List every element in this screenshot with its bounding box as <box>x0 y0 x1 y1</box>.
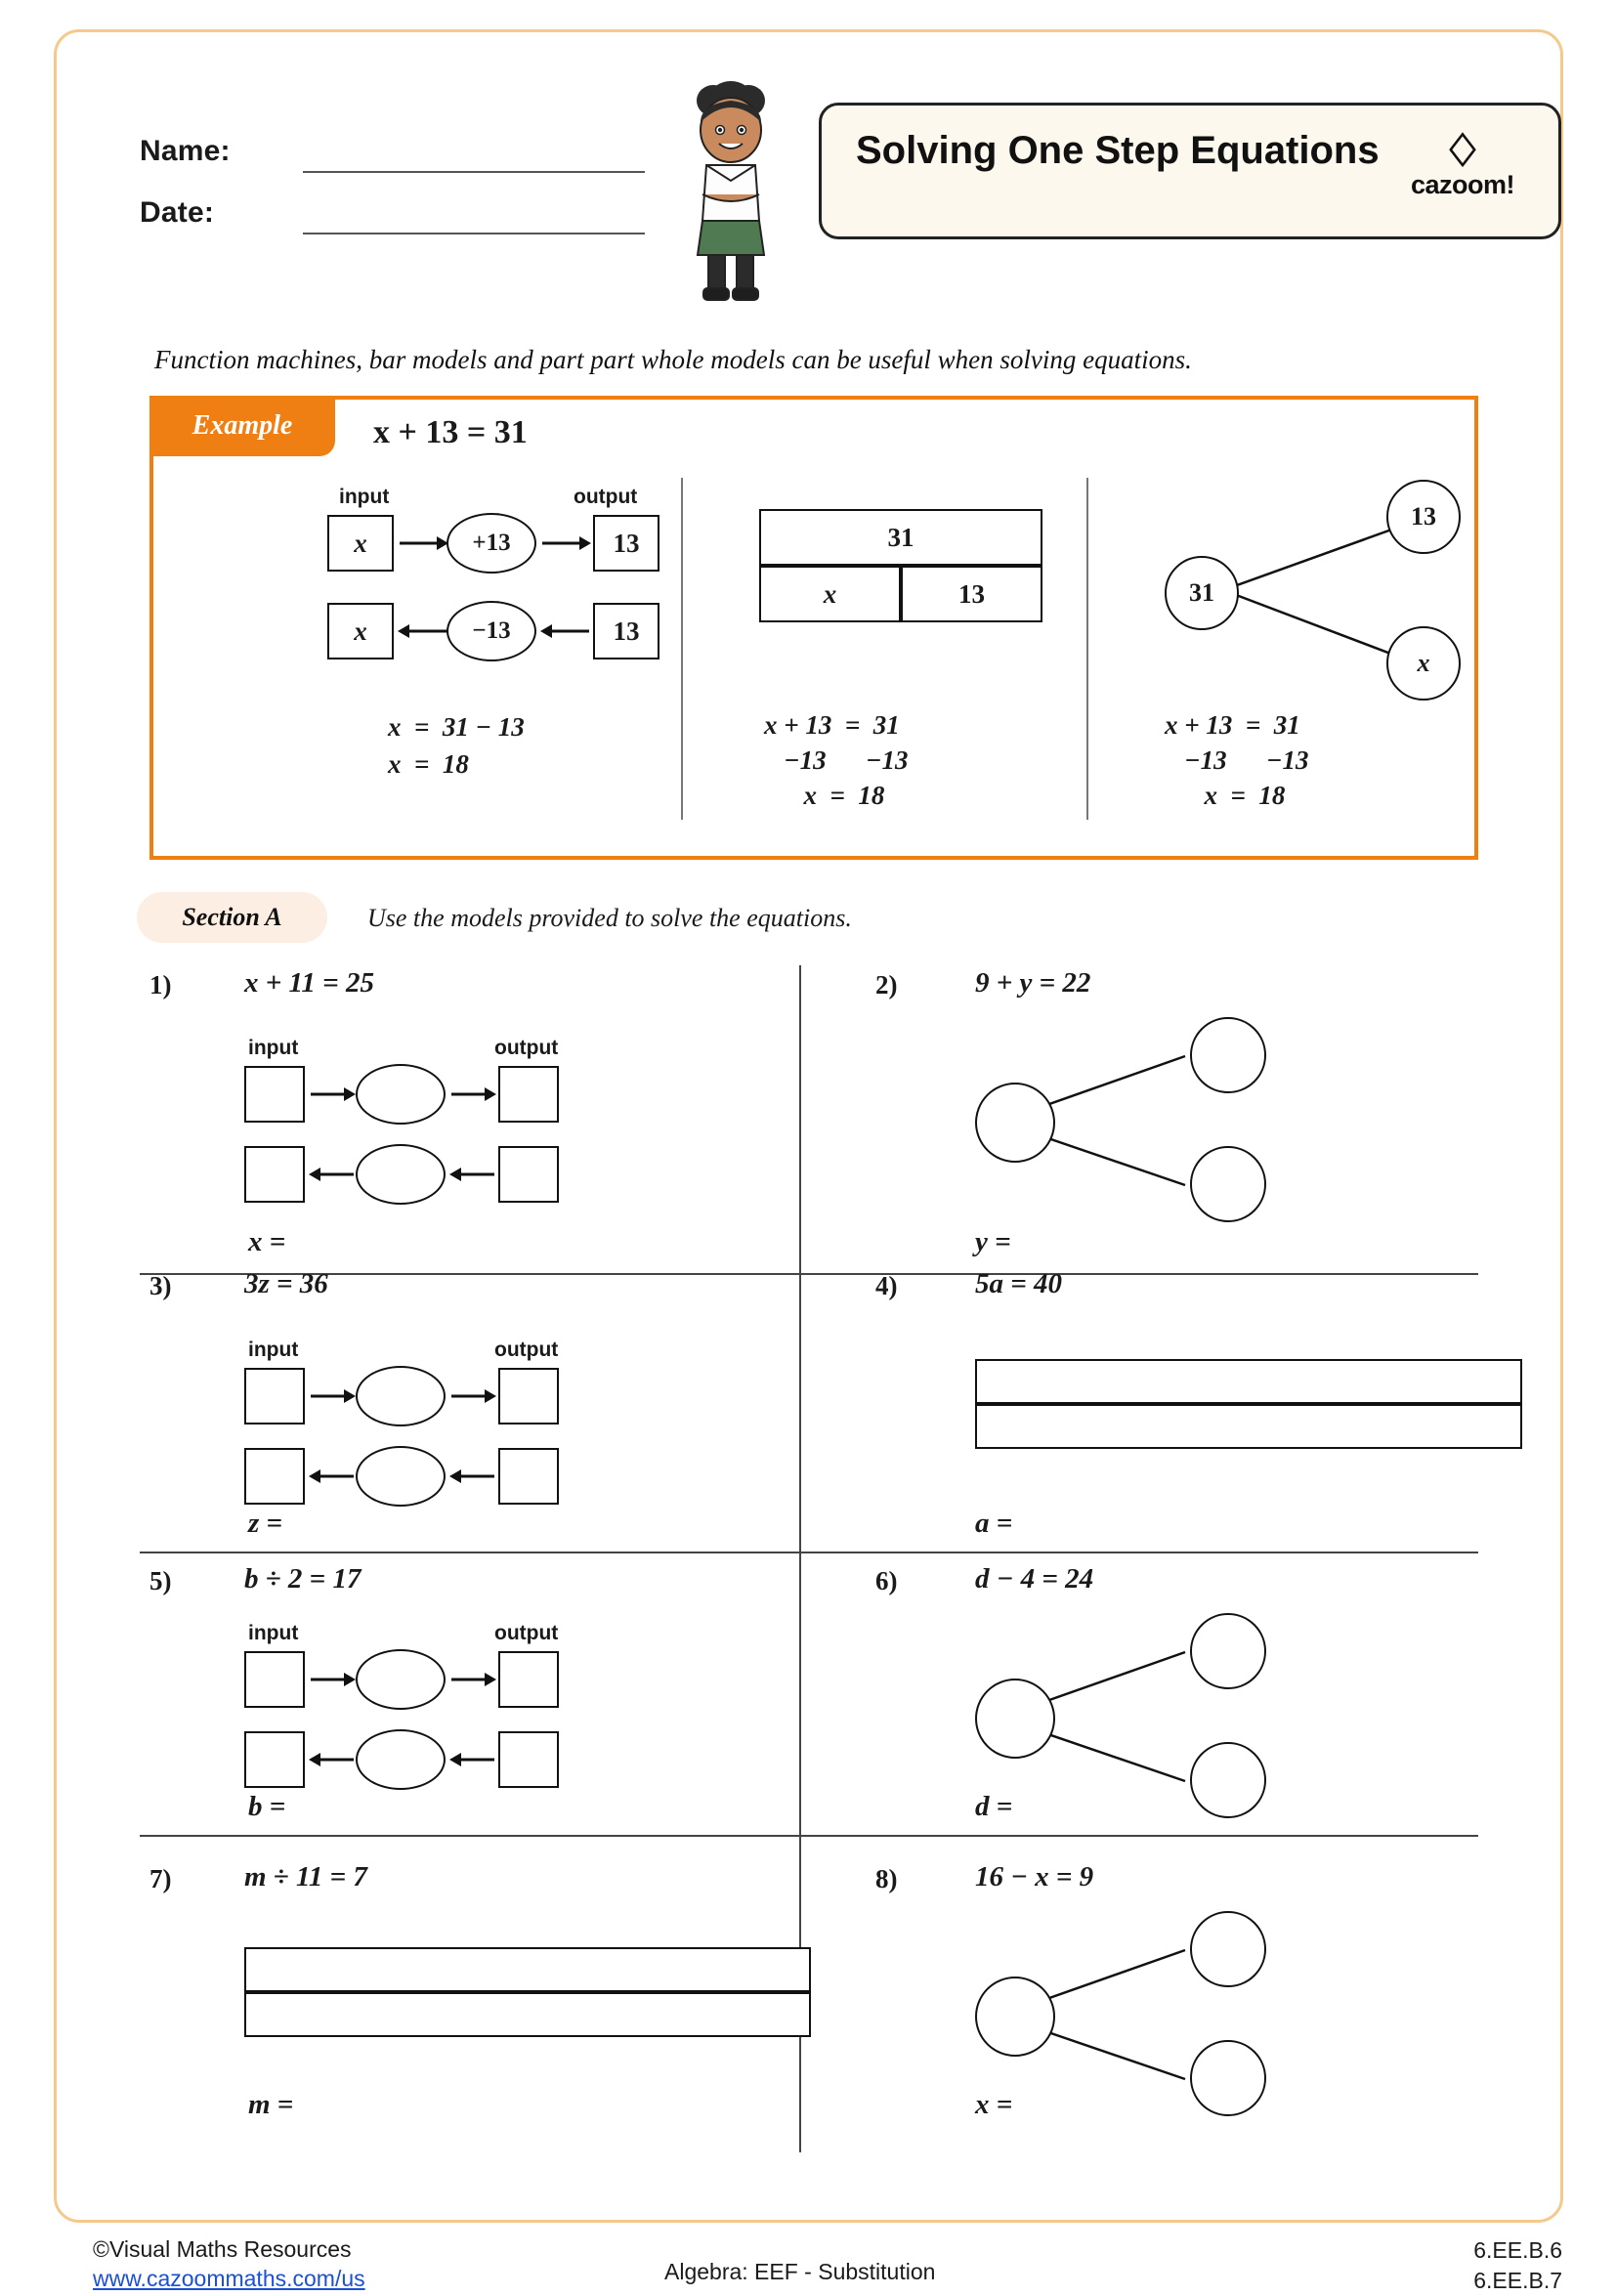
input-label: input <box>248 1037 299 1059</box>
example-bar-working-1: x + 13 = 31 <box>764 710 900 740</box>
answer-bar-top[interactable] <box>244 1947 811 1992</box>
answer-circle-part-bottom[interactable] <box>1190 1742 1266 1818</box>
question-equation: b ÷ 2 = 17 <box>244 1563 361 1594</box>
answer-ellipse[interactable] <box>356 1144 446 1205</box>
example-tag: Example <box>149 396 335 456</box>
example-divider-1 <box>681 478 683 820</box>
arrow-left-icon <box>309 1162 356 1187</box>
section-a-instruction: Use the models provided to solve the equations. <box>367 904 852 932</box>
answer-prompt: y = <box>975 1226 1011 1257</box>
question-number: 2) <box>875 970 898 999</box>
question-number: 4) <box>875 1271 898 1300</box>
example-part-working-1: x + 13 = 31 <box>1165 710 1300 740</box>
question-equation: 9 + y = 22 <box>975 967 1091 999</box>
input-label: input <box>248 1622 299 1644</box>
arrow-right-icon <box>449 1667 496 1692</box>
row-divider-1 <box>140 1273 1478 1275</box>
cazoom-logo <box>1394 125 1531 200</box>
row-divider-2 <box>140 1552 1478 1553</box>
input-label: input <box>248 1339 299 1361</box>
example-bar-part-left: x <box>759 566 901 622</box>
logo-icon: ♢ <box>1442 125 1483 176</box>
footer-standards <box>1473 2235 1562 2296</box>
output-label: output <box>494 1037 559 1059</box>
date-input-line[interactable] <box>303 233 645 234</box>
answer-ellipse[interactable] <box>356 1366 446 1426</box>
standard-code-1: 6.EE.B.6 <box>1473 2237 1562 2263</box>
example-divider-2 <box>1086 478 1088 820</box>
question-number: 1) <box>149 970 172 999</box>
example-machine-op-1: +13 <box>447 513 536 574</box>
arrow-left-icon <box>540 618 591 644</box>
answer-box[interactable] <box>244 1146 305 1203</box>
answer-box[interactable] <box>244 1731 305 1788</box>
question-number: 5) <box>149 1566 172 1595</box>
arrow-left-icon <box>309 1464 356 1489</box>
standard-code-2: 6.EE.B.7 <box>1473 2268 1562 2294</box>
website-link[interactable]: www.cazoommaths.com/us <box>93 2265 365 2291</box>
output-label: output <box>494 1622 559 1644</box>
title-box <box>819 103 1561 239</box>
arrow-left-icon <box>449 1162 496 1187</box>
answer-prompt: b = <box>248 1791 286 1822</box>
answer-box[interactable] <box>498 1368 559 1424</box>
logo-word: cazoom! <box>1410 170 1515 199</box>
example-output-label: output <box>574 486 638 508</box>
example-box <box>149 396 1478 860</box>
answer-bar-top[interactable] <box>975 1359 1522 1404</box>
example-part-working-2: −13 −13 <box>1165 745 1309 775</box>
question-number: 7) <box>149 1864 172 1893</box>
student-illustration <box>662 79 799 304</box>
answer-box[interactable] <box>244 1651 305 1708</box>
arrow-left-icon <box>398 618 448 644</box>
answer-prompt: m = <box>248 2089 294 2120</box>
output-label: output <box>494 1339 559 1361</box>
question-number: 3) <box>149 1271 172 1300</box>
example-machine-working-1: x = 31 − 13 <box>388 712 525 742</box>
example-whole-circle: 31 <box>1165 556 1239 630</box>
example-bar-whole: 31 <box>759 509 1042 566</box>
arrow-right-icon <box>309 1383 356 1409</box>
example-part-circle-top: 13 <box>1386 480 1461 554</box>
answer-box[interactable] <box>498 1448 559 1505</box>
arrow-right-icon <box>540 531 591 556</box>
page-title: Solving One Step Equations <box>856 129 1380 172</box>
footer-topic: Algebra: EEF - Substitution <box>664 2259 936 2284</box>
answer-ellipse[interactable] <box>356 1649 446 1710</box>
arrow-left-icon <box>309 1747 356 1772</box>
example-bar-working-3: x = 18 <box>764 781 885 810</box>
answer-box[interactable] <box>498 1066 559 1123</box>
row-divider-3 <box>140 1835 1478 1837</box>
worksheet-header <box>57 32 1560 296</box>
example-machine-op-2: −13 <box>447 601 536 661</box>
question-equation: 3z = 36 <box>244 1268 328 1299</box>
answer-bar-bottom[interactable] <box>975 1404 1522 1449</box>
answer-circle-part-top[interactable] <box>1190 1911 1266 1987</box>
answer-circle-part-bottom[interactable] <box>1190 1146 1266 1222</box>
answer-bar-bottom[interactable] <box>244 1992 811 2037</box>
answer-prompt: a = <box>975 1508 1013 1539</box>
section-a-tag: Section A <box>137 892 327 943</box>
answer-prompt: x = <box>975 2089 1013 2120</box>
answer-circle-whole[interactable] <box>975 1977 1055 2057</box>
answer-box[interactable] <box>498 1731 559 1788</box>
name-label: Name: <box>140 135 231 167</box>
date-label: Date: <box>140 196 215 229</box>
answer-box[interactable] <box>498 1146 559 1203</box>
answer-box[interactable] <box>244 1368 305 1424</box>
answer-ellipse[interactable] <box>356 1446 446 1507</box>
worksheet-page <box>54 29 1563 2223</box>
answer-ellipse[interactable] <box>356 1064 446 1125</box>
example-machine-out-1: 13 <box>593 515 659 572</box>
answer-circle-part-top[interactable] <box>1190 1613 1266 1689</box>
example-bar-working-2: −13 −13 <box>764 745 909 775</box>
example-equation: x + 13 = 31 <box>373 414 528 450</box>
arrow-right-icon <box>398 531 448 556</box>
copyright-text: ©Visual Maths Resources <box>93 2236 352 2262</box>
question-equation: d − 4 = 24 <box>975 1563 1094 1594</box>
example-part-working-3: x = 18 <box>1165 781 1286 810</box>
question-number: 8) <box>875 1864 898 1893</box>
arrow-right-icon <box>449 1082 496 1107</box>
example-part-circle-bottom: x <box>1386 626 1461 701</box>
example-input-label: input <box>339 486 390 508</box>
arrow-left-icon <box>449 1464 496 1489</box>
example-bar-part-right: 13 <box>901 566 1042 622</box>
answer-circle-part-top[interactable] <box>1190 1017 1266 1093</box>
arrow-left-icon <box>449 1747 496 1772</box>
example-machine-working-2: x = 18 <box>388 749 469 779</box>
intro-text: Function machines, bar models and part part whole models can be useful when solving equations. <box>154 345 1192 374</box>
question-number: 6) <box>875 1566 898 1595</box>
answer-prompt: z = <box>248 1508 283 1539</box>
answer-prompt: x = <box>248 1226 286 1257</box>
arrow-right-icon <box>309 1667 356 1692</box>
example-machine-out-2: 13 <box>593 603 659 659</box>
example-machine-in-1: x <box>327 515 394 572</box>
question-equation: x + 11 = 25 <box>244 967 374 999</box>
answer-circle-whole[interactable] <box>975 1083 1055 1163</box>
answer-box[interactable] <box>498 1651 559 1708</box>
arrow-right-icon <box>449 1383 496 1409</box>
arrow-right-icon <box>309 1082 356 1107</box>
example-machine-in-2: x <box>327 603 394 659</box>
answer-prompt: d = <box>975 1791 1013 1822</box>
answer-box[interactable] <box>244 1448 305 1505</box>
answer-ellipse[interactable] <box>356 1729 446 1790</box>
question-equation: 16 − x = 9 <box>975 1861 1094 1892</box>
answer-circle-whole[interactable] <box>975 1679 1055 1759</box>
question-equation: m ÷ 11 = 7 <box>244 1861 367 1892</box>
name-input-line[interactable] <box>303 171 645 173</box>
question-equation: 5a = 40 <box>975 1268 1063 1299</box>
answer-circle-part-bottom[interactable] <box>1190 2040 1266 2116</box>
answer-box[interactable] <box>244 1066 305 1123</box>
